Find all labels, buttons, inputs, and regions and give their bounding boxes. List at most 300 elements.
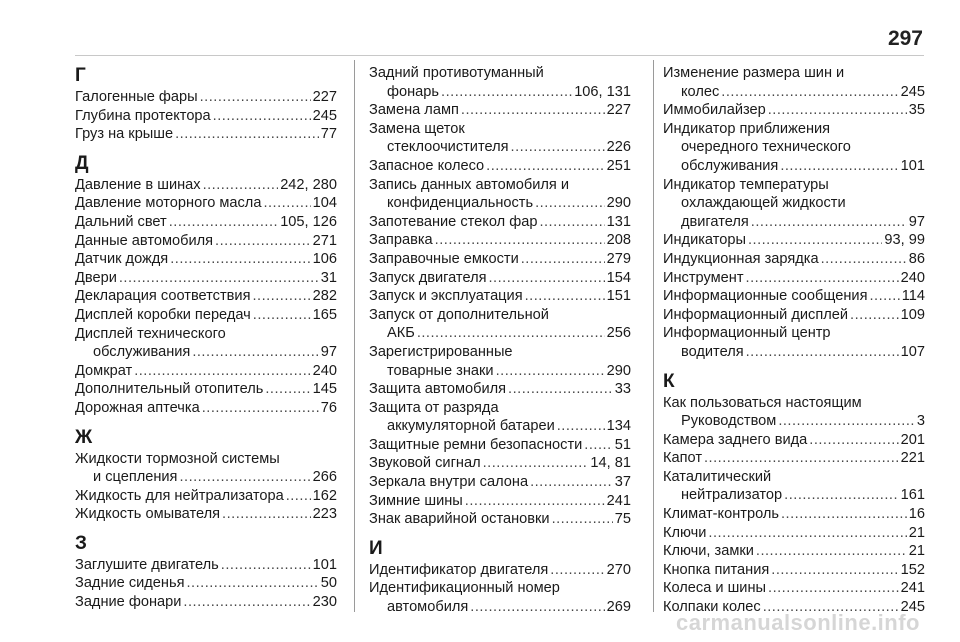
index-entry[interactable] (75, 450, 337, 487)
dot-leader (175, 125, 319, 144)
index-entry-line (369, 250, 631, 269)
dot-leader (265, 380, 310, 399)
index-entry-line (75, 362, 337, 381)
index-term: Колеса и шины (663, 580, 767, 597)
page-reference[interactable]: 101 (312, 556, 337, 573)
page-reference[interactable]: 152 (900, 561, 925, 578)
index-term: Задние сиденья (75, 575, 185, 592)
index-term: конфиденциальность (387, 195, 534, 212)
index-term: автомобиля (387, 599, 469, 616)
index-entry-line (663, 412, 925, 431)
index-entry-line (75, 250, 337, 269)
index-entry-line (663, 120, 925, 139)
page-reference[interactable]: 290 (606, 362, 631, 379)
index-entry-line (663, 157, 925, 176)
index-term: Информационные сообщения (663, 288, 868, 305)
dot-leader (746, 343, 899, 362)
page-reference[interactable]: 37 (614, 474, 631, 491)
page-reference[interactable]: 162 (312, 487, 337, 504)
dot-leader (200, 88, 311, 107)
index-entry[interactable] (75, 556, 337, 575)
dot-leader (489, 269, 605, 288)
index-term: Зарегистрированные (369, 343, 513, 360)
page-reference[interactable]: 14, 81 (590, 455, 631, 472)
index-term: очередного технического (681, 139, 851, 156)
page-reference[interactable]: 266 (312, 469, 337, 486)
index-entry-line (369, 343, 631, 362)
page-reference[interactable]: 97 (320, 344, 337, 361)
index-entry-line (75, 505, 337, 524)
dot-leader (525, 287, 605, 306)
index-entry[interactable] (75, 88, 337, 107)
index-entry-line (369, 176, 631, 195)
index-entry-line (75, 213, 337, 232)
index-entry[interactable] (369, 120, 631, 157)
index-term: Ключи (663, 524, 707, 541)
index-entry[interactable] (75, 574, 337, 593)
index-entry-line (369, 231, 631, 250)
index-entry-line (369, 269, 631, 288)
index-entry[interactable] (663, 431, 925, 450)
page-reference[interactable]: 245 (900, 599, 925, 616)
index-term: Каталитический (663, 468, 772, 485)
index-entry[interactable] (75, 487, 337, 506)
index-term: Давление в шинах (75, 176, 201, 193)
index-entry[interactable] (369, 380, 631, 399)
page-reference[interactable]: 31 (320, 269, 337, 286)
index-entry-line (75, 287, 337, 306)
page-reference[interactable]: 21 (908, 524, 925, 541)
page-reference[interactable]: 109 (900, 306, 925, 323)
index-entry-line (369, 417, 631, 436)
page-reference[interactable]: 201 (900, 431, 925, 448)
index-entry[interactable] (369, 306, 631, 343)
page-reference[interactable]: 271 (312, 232, 337, 249)
dot-leader (539, 213, 604, 232)
index-entry-line (369, 120, 631, 139)
dot-leader (183, 593, 310, 612)
index-entry[interactable] (663, 306, 925, 325)
index-term: Звуковой сигнал (369, 455, 481, 472)
index-entry-line (663, 64, 925, 83)
index-entry[interactable] (663, 524, 925, 543)
index-term: Замена щеток (369, 120, 465, 137)
index-entry[interactable] (75, 213, 337, 232)
page-number: 297 (887, 27, 923, 50)
dot-leader (746, 269, 899, 288)
dot-leader (552, 510, 613, 529)
index-term: Знак аварийной остановки (369, 511, 550, 528)
dot-leader (768, 101, 907, 120)
index-entry[interactable] (663, 269, 925, 288)
index-term: Запасное колесо (369, 157, 485, 174)
page-reference[interactable]: 251 (606, 157, 631, 174)
page-reference[interactable]: 77 (320, 126, 337, 143)
index-entry[interactable] (663, 324, 925, 361)
page-reference[interactable]: 76 (320, 399, 337, 416)
page-reference[interactable]: 269 (606, 599, 631, 616)
dot-leader (470, 598, 604, 617)
index-term: Индикаторы (663, 232, 746, 249)
page-reference[interactable]: 290 (606, 195, 631, 212)
page-reference[interactable]: 256 (606, 325, 631, 342)
index-entry[interactable] (369, 231, 631, 250)
index-term: Данные автомобиля (75, 232, 214, 249)
dot-leader (483, 454, 589, 473)
index-entry[interactable] (369, 287, 631, 306)
page-reference[interactable]: 16 (908, 506, 925, 523)
page-reference[interactable]: 107 (900, 343, 925, 360)
index-entry-line (75, 574, 337, 593)
index-term: Дорожная аптечка (75, 399, 200, 416)
index-entry-line (663, 343, 925, 362)
section-letter: З (75, 532, 87, 554)
page-reference[interactable]: 75 (614, 511, 631, 528)
index-term: Идентификатор двигателя (369, 561, 549, 578)
index-entry[interactable] (369, 213, 631, 232)
page-reference[interactable]: 282 (312, 288, 337, 305)
index-entry[interactable] (75, 593, 337, 612)
index-term: и сцепления (93, 469, 178, 486)
index-entry[interactable] (75, 325, 337, 362)
index-entry[interactable] (663, 250, 925, 269)
index-term: аккумуляторной батареи (387, 418, 555, 435)
index-entry-line (369, 436, 631, 455)
index-term: колес (681, 83, 720, 100)
index-entry-line (75, 487, 337, 506)
index-entry[interactable] (75, 362, 337, 381)
index-entry[interactable] (663, 468, 925, 505)
page-reference[interactable]: 3 (916, 413, 925, 430)
index-entry[interactable] (369, 399, 631, 436)
page-reference[interactable]: 33 (614, 381, 631, 398)
page-reference[interactable]: 241 (900, 580, 925, 597)
index-entry-line (369, 83, 631, 102)
index-entry-line (75, 232, 337, 251)
index-term: товарные знаки (387, 362, 494, 379)
dot-leader (203, 176, 279, 195)
page-reference[interactable]: 165 (312, 306, 337, 323)
page-reference[interactable]: 241 (606, 492, 631, 509)
page-reference[interactable]: 221 (900, 450, 925, 467)
page-reference[interactable]: 208 (606, 232, 631, 249)
index-entry-line (369, 380, 631, 399)
section-letter: И (369, 537, 383, 559)
page-reference[interactable]: 51 (614, 436, 631, 453)
page-reference[interactable]: 134 (606, 418, 631, 435)
dot-leader (170, 250, 310, 269)
page-reference[interactable]: 97 (908, 213, 925, 230)
dot-leader (721, 83, 898, 102)
dot-leader (784, 486, 898, 505)
index-entry[interactable] (663, 231, 925, 250)
index-entry-line (663, 324, 925, 343)
index-entry-line (663, 269, 925, 288)
index-term: Домкрат (75, 362, 133, 379)
index-term: Двери (75, 269, 117, 286)
index-entry[interactable] (369, 579, 631, 616)
page-reference[interactable]: 223 (312, 506, 337, 523)
dot-leader (465, 492, 605, 511)
index-entry[interactable] (369, 176, 631, 213)
index-entry-line (75, 88, 337, 107)
header-rule (75, 55, 924, 56)
index-column-1 (75, 64, 337, 612)
index-entry[interactable] (369, 510, 631, 529)
index-term: Жидкость омывателя (75, 506, 221, 523)
watermark-text: carmanualsonline.info (676, 610, 920, 635)
index-entry[interactable] (369, 473, 631, 492)
index-entry[interactable] (75, 287, 337, 306)
section-letter: Ж (75, 426, 93, 448)
index-term: охлаждающей жидкости (681, 195, 846, 212)
page-reference[interactable]: 21 (908, 543, 925, 560)
dot-leader (768, 579, 899, 598)
page-reference[interactable]: 270 (606, 561, 631, 578)
index-term: Глубина протектора (75, 107, 211, 124)
index-term: обслуживания (681, 157, 779, 174)
index-entry-line (663, 250, 925, 269)
index-term: Индукционная зарядка (663, 250, 819, 267)
page-reference[interactable]: 93, 99 (884, 232, 925, 249)
index-term: нейтрализатор (681, 487, 783, 504)
index-entry[interactable] (663, 579, 925, 598)
index-entry-line (369, 64, 631, 83)
dot-leader (708, 524, 906, 543)
index-term: Изменение размера шин и (663, 65, 845, 81)
index-entry-line (75, 306, 337, 325)
index-entry-line (369, 399, 631, 418)
index-entry[interactable] (369, 454, 631, 473)
page-reference[interactable]: 145 (312, 381, 337, 398)
dot-leader (169, 213, 278, 232)
index-entry-line (663, 101, 925, 120)
index-entry-line (75, 450, 337, 469)
page-reference[interactable]: 245 (900, 83, 925, 100)
index-entry[interactable] (75, 306, 337, 325)
index-entry[interactable] (663, 101, 925, 120)
index-term: Заправка (369, 232, 433, 249)
dot-leader (850, 306, 899, 325)
dot-leader (778, 412, 915, 431)
page-reference[interactable]: 242, 280 (280, 176, 337, 193)
index-entry-line (663, 468, 925, 487)
index-entry-line (663, 505, 925, 524)
page-reference[interactable]: 279 (606, 250, 631, 267)
index-entry-line (369, 510, 631, 529)
index-entry[interactable] (75, 232, 337, 251)
index-term: Индикатор приближения (663, 120, 831, 137)
index-term: Информационный центр (663, 325, 831, 342)
page-reference[interactable]: 86 (908, 250, 925, 267)
index-term: Груз на крыше (75, 126, 174, 143)
index-term: Заправочные емкости (369, 250, 519, 267)
index-entry-line (663, 579, 925, 598)
page-reference[interactable]: 131 (606, 213, 631, 230)
index-entry[interactable] (369, 436, 631, 455)
index-entry-line (663, 83, 925, 102)
dot-leader (530, 473, 613, 492)
dot-leader (780, 157, 898, 176)
index-term: фонарь (387, 83, 440, 100)
index-entry[interactable] (369, 101, 631, 120)
index-term: Запуск и эксплуатация (369, 288, 523, 305)
section-letter: Г (75, 65, 86, 86)
index-term: Зимние шины (369, 492, 463, 509)
index-entry[interactable] (663, 505, 925, 524)
dot-leader (496, 362, 605, 381)
index-entry-line (663, 138, 925, 157)
index-term: Дальний свет (75, 213, 167, 230)
index-term: Дополнительный отопитель (75, 381, 264, 398)
index-entry[interactable] (75, 250, 337, 269)
index-entry[interactable] (75, 107, 337, 126)
index-entry-line (369, 362, 631, 381)
dot-leader (221, 556, 311, 575)
index-entry-line (75, 468, 337, 487)
index-entry-line (663, 287, 925, 306)
dot-leader (215, 232, 311, 251)
index-entry[interactable] (663, 542, 925, 561)
index-entry[interactable] (663, 449, 925, 468)
index-term: Декларация соответствия (75, 288, 251, 305)
dot-leader (134, 362, 310, 381)
index-term: Датчик дождя (75, 251, 169, 268)
index-entry-line (369, 492, 631, 511)
index-entry-line (75, 269, 337, 288)
index-entry[interactable] (663, 287, 925, 306)
dot-leader (809, 431, 898, 450)
dot-leader (508, 380, 613, 399)
section-letter: К (663, 370, 675, 392)
page-reference[interactable]: 106, 131 (574, 83, 631, 100)
index-term: Капот (663, 450, 702, 467)
index-entry[interactable] (369, 269, 631, 288)
index-entry[interactable] (75, 176, 337, 195)
index-entry[interactable] (369, 250, 631, 269)
dot-leader (584, 436, 612, 455)
index-entry-line (369, 454, 631, 473)
index-entry-line (663, 394, 925, 413)
index-entry[interactable] (663, 176, 925, 232)
index-entry[interactable] (369, 157, 631, 176)
index-entry-line (663, 486, 925, 505)
index-entry-line (75, 125, 337, 144)
page-reference[interactable]: 245 (312, 107, 337, 124)
dot-leader (771, 561, 898, 580)
page-reference[interactable]: 50 (320, 575, 337, 592)
index-term: Камера заднего вида (663, 431, 808, 448)
page-reference[interactable]: 230 (312, 594, 337, 611)
index-term: Иммобилайзер (663, 102, 766, 119)
index-entry[interactable] (663, 64, 925, 101)
index-term: Защитные ремни безопасности (369, 436, 583, 453)
page-reference[interactable]: 151 (606, 288, 631, 305)
dot-leader (441, 83, 572, 102)
index-entry[interactable] (663, 394, 925, 431)
index-term: Руководством (681, 413, 777, 430)
page-reference[interactable]: 227 (312, 89, 337, 105)
section-letter: Д (75, 152, 89, 174)
page-reference[interactable]: 106 (312, 251, 337, 268)
dot-leader (192, 343, 318, 362)
index-entry-line (369, 213, 631, 232)
index-term: Защита от разряда (369, 399, 499, 416)
index-term: Колпаки колес (663, 599, 761, 616)
index-entry-line (369, 473, 631, 492)
page-reference[interactable]: 114 (901, 288, 925, 305)
index-term: Как пользоваться настоящим (663, 394, 862, 411)
index-entry[interactable] (663, 120, 925, 176)
dot-leader (521, 250, 605, 269)
index-entry-line (369, 101, 631, 120)
dot-leader (535, 194, 605, 213)
index-entry[interactable] (369, 561, 631, 580)
index-entry-line (369, 287, 631, 306)
dot-leader (186, 574, 318, 593)
index-entry[interactable] (75, 269, 337, 288)
page-reference[interactable]: 240 (312, 362, 337, 379)
dot-leader (179, 468, 310, 487)
index-column-2 (369, 64, 631, 617)
dot-leader (417, 324, 605, 343)
index-entry-line (369, 579, 631, 598)
page-reference[interactable]: 227 (606, 102, 631, 119)
dot-leader (751, 213, 907, 232)
index-term: Задние фонари (75, 594, 182, 611)
index-entry[interactable] (369, 64, 631, 101)
dot-leader (263, 194, 310, 213)
index-entry[interactable] (75, 399, 337, 418)
page-reference[interactable]: 154 (606, 269, 631, 286)
page-reference[interactable]: 101 (900, 157, 925, 174)
index-entry[interactable] (75, 125, 337, 144)
page-reference[interactable]: 104 (312, 195, 337, 212)
page-reference[interactable]: 35 (908, 102, 925, 119)
page-reference[interactable]: 161 (900, 487, 925, 504)
index-entry-line (663, 524, 925, 543)
index-entry-line (663, 542, 925, 561)
dot-leader (756, 542, 907, 561)
page-reference[interactable]: 105, 126 (280, 213, 337, 230)
index-entry[interactable] (75, 380, 337, 399)
index-entry-line (663, 213, 925, 232)
index-term: Запуск двигателя (369, 269, 487, 286)
index-entry-line (369, 138, 631, 157)
index-entry[interactable] (369, 492, 631, 511)
index-entry[interactable] (663, 561, 925, 580)
index-entry-line (663, 194, 925, 213)
index-term: Задний противотуманный (369, 65, 544, 81)
index-term: водителя (681, 343, 744, 360)
index-entry[interactable] (75, 194, 337, 213)
index-term: Дисплей технического (75, 325, 226, 342)
index-term: Климат-контроль (663, 506, 779, 523)
index-entry[interactable] (369, 343, 631, 380)
index-term: Индикатор температуры (663, 176, 829, 193)
index-entry-line (663, 561, 925, 580)
index-term: Информационный дисплей (663, 306, 849, 323)
index-term: Жидкость для нейтрализатора (75, 487, 284, 504)
index-term: Идентификационный номер (369, 580, 560, 597)
dot-leader (213, 107, 311, 126)
index-entry[interactable] (75, 505, 337, 524)
dot-leader (557, 417, 605, 436)
page-reference[interactable]: 240 (900, 269, 925, 286)
page-reference[interactable]: 226 (606, 139, 631, 156)
index-term: Жидкости тормозной системы (75, 450, 280, 467)
index-entry-line (75, 107, 337, 126)
